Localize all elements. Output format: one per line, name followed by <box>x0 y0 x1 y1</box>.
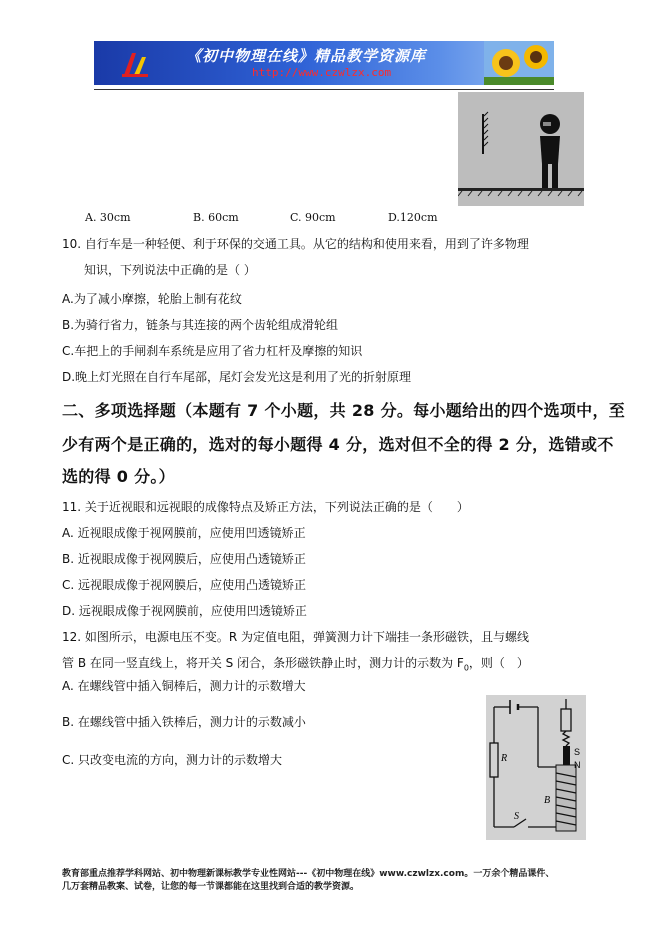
q11-option-b: B. 近视眼成像于视网膜后，应使用凸透镜矫正 <box>62 552 306 566</box>
q9-option-d: D.120cm <box>388 211 438 224</box>
label-b: B <box>544 795 551 806</box>
q12-stem-line-1: 12. 如图所示，电源电压不变。R 为定值电阻，弹簧测力计下端挂一条形磁铁，且与螺线 <box>62 630 530 644</box>
label-magnet-n: N <box>574 760 581 770</box>
q12-option-a: A. 在螺线管中插入铜棒后，测力计的示数增大 <box>62 679 306 693</box>
q11-option-c: C. 远视眼成像于视网膜后，应使用凸透镜矫正 <box>62 578 307 592</box>
q10-stem-line-1: 10. 自行车是一种轻便、利于环保的交通工具。从它的结构和使用来看，用到了许多物理 <box>62 237 529 251</box>
mirror-person-photo <box>458 92 584 206</box>
q12-option-b: B. 在螺线管中插入铁棒后，测力计的示数减小 <box>62 715 306 729</box>
q12-stem-line-2 <box>62 654 529 672</box>
q9-option-c: C. 90cm <box>290 211 336 224</box>
label-s: S <box>514 811 519 822</box>
label-magnet-s: S <box>574 747 581 757</box>
q10-option-d: D.晚上灯光照在自行车尾部，尾灯会发光这是利用了光的折射原理 <box>62 370 412 384</box>
q10-option-b: B.为骑行省力，链条与其连接的两个齿轮组成滑轮组 <box>62 318 339 332</box>
q10-option-a: A.为了减小摩擦，轮胎上制有花纹 <box>62 292 242 306</box>
header-banner <box>94 41 554 85</box>
footer-line-2: 几万套精品教案、试卷，让您的每一节课都能在这里找到合适的教学资源。 <box>62 882 360 892</box>
q11-option-a: A. 近视眼成像于视网膜前，应使用凹透镜矫正 <box>62 526 306 540</box>
sunflower-icon <box>484 41 554 85</box>
header-divider <box>94 89 554 90</box>
q12-stem-subscript: 0 <box>463 663 469 673</box>
q9-option-a: A. 30cm <box>85 211 131 224</box>
q12-stem-pre: 管 B 在同一竖直线上，将开关 S 闭合，条形磁铁静止时，测力计的示数为 F <box>62 656 464 670</box>
section-2-heading-line-1: 二、多项选择题（本题有 7 个小题，共 28 分。每小题给出的四个选项中，至 <box>62 401 626 420</box>
section-2-heading-line-3: 选的得 0 分。） <box>62 467 175 486</box>
q12-option-c: C. 只改变电流的方向，测力计的示数增大 <box>62 753 283 767</box>
q10-option-c: C.车把上的手闸刹车系统是应用了省力杠杆及摩擦的知识 <box>62 344 363 358</box>
banner-url[interactable]: http://www.czwlzx.com <box>252 66 392 79</box>
solenoid-coil <box>556 765 576 831</box>
section-2-heading-line-2: 少有两个是正确的，选对的每小题得 4 分，选对但不全的得 2 分，选错或不 <box>62 435 614 454</box>
q10-stem-line-2: 知识，下列说法中正确的是（ ） <box>84 263 256 277</box>
circuit-diagram <box>486 695 586 840</box>
q12-stem-post: ，则（ ） <box>468 656 529 670</box>
banner-title: 《初中物理在线》精品教学资源库 <box>186 47 427 65</box>
q11-option-d: D. 远视眼成像于视网膜前，应使用凹透镜矫正 <box>62 604 307 618</box>
footer-line-1: 教育部重点推荐学科网站、初中物理新课标教学专业性网站---《初中物理在线》www.czwlzx.com。一万余个精品课件、 <box>62 869 555 879</box>
q11-stem: 11. 关于近视眼和远视眼的成像特点及矫正方法，下列说法正确的是（ ） <box>62 500 469 514</box>
q9-option-b: B. 60cm <box>193 211 239 224</box>
site-logo-icon <box>120 49 150 79</box>
label-r: R <box>501 753 508 764</box>
